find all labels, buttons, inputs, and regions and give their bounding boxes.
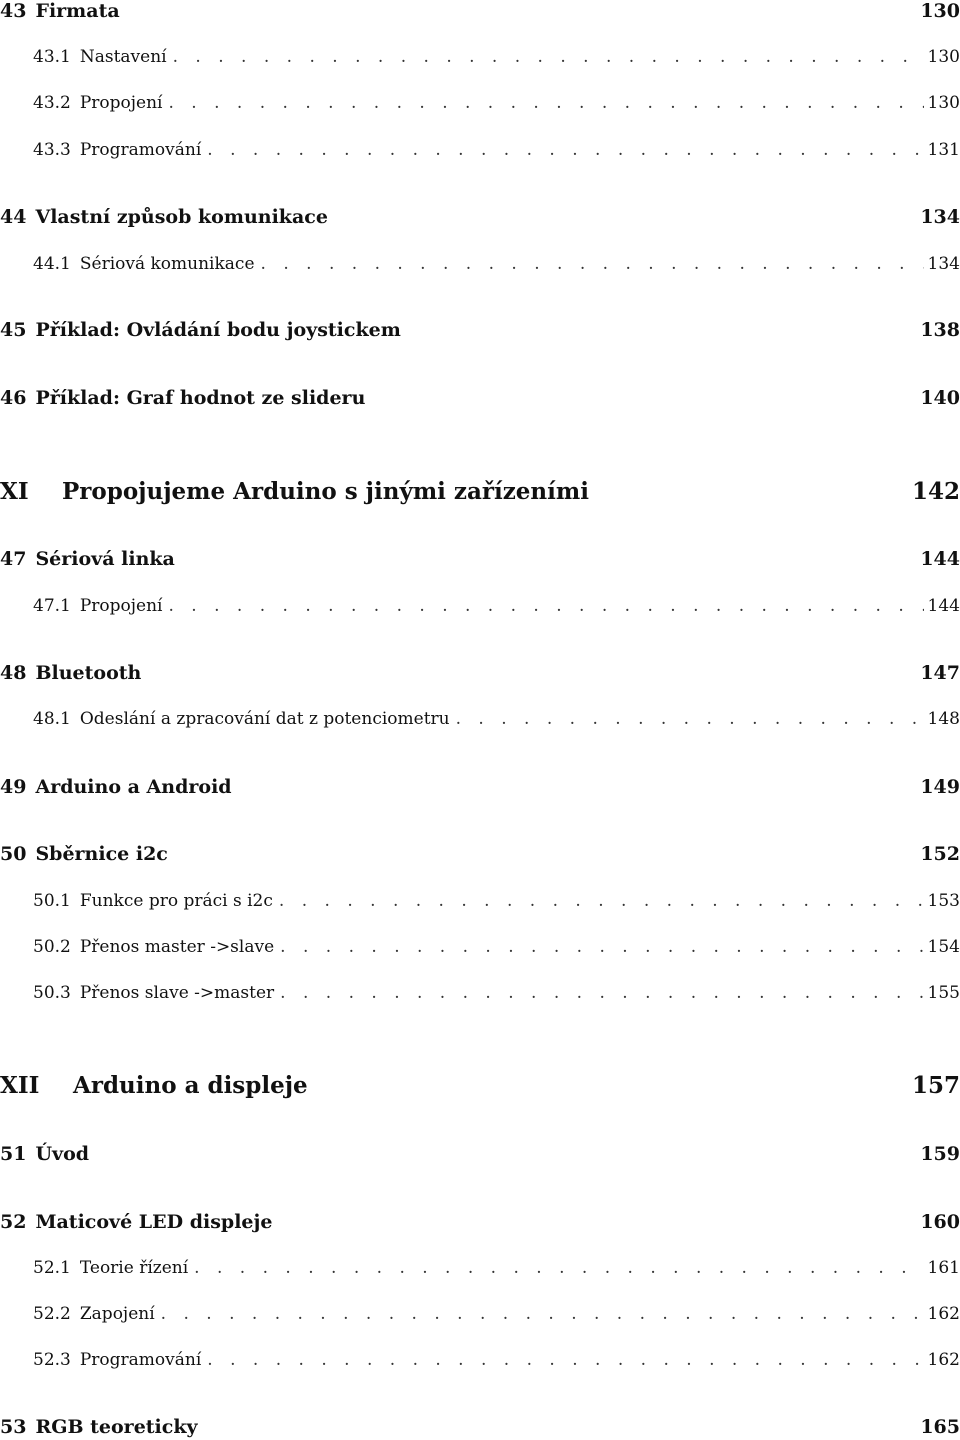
- toc-section-43-2[interactable]: [0, 93, 960, 113]
- dot-leader: [169, 93, 924, 113]
- section-number: 43.3: [33, 140, 71, 160]
- chapter-number: 47: [0, 548, 27, 570]
- page-number: 155: [927, 983, 960, 1003]
- chapter-title: Sběrnice i2c: [35, 843, 168, 865]
- toc-section-43-3[interactable]: [0, 140, 960, 160]
- toc-chapter-46[interactable]: [0, 387, 960, 409]
- page-number: 152: [920, 843, 960, 865]
- chapter-title: Úvod: [35, 1143, 90, 1165]
- part-title: Arduino a displeje: [73, 1072, 308, 1099]
- chapter-title: Vlastní způsob komunikace: [35, 206, 328, 228]
- section-title: Sériová komunikace: [79, 254, 255, 274]
- dot-leader: [261, 254, 924, 274]
- page-number: 130: [927, 47, 960, 67]
- toc-chapter-47[interactable]: [0, 548, 960, 570]
- chapter-number: 49: [0, 776, 27, 798]
- toc-chapter-53[interactable]: [0, 1416, 960, 1438]
- page-number: 144: [920, 548, 960, 570]
- section-title: Přenos slave ->master: [79, 983, 275, 1003]
- toc-chapter-45[interactable]: [0, 319, 960, 341]
- dot-leader: [194, 1258, 923, 1278]
- section-number: 48.1: [33, 709, 71, 729]
- section-title: Propojení: [79, 93, 163, 113]
- section-title: Programování: [79, 140, 202, 160]
- page-number: 130: [920, 0, 960, 22]
- page-number: 160: [920, 1211, 960, 1233]
- page-number: 147: [920, 662, 960, 684]
- chapter-number: 51: [0, 1143, 27, 1165]
- chapter-title: Firmata: [35, 0, 120, 22]
- section-title: Zapojení: [79, 1304, 155, 1324]
- section-title: Propojení: [79, 596, 163, 616]
- chapter-number: 45: [0, 319, 27, 341]
- dot-leader: [280, 937, 923, 957]
- toc-section-52-2[interactable]: [0, 1304, 960, 1324]
- chapter-number: 48: [0, 662, 27, 684]
- page-number: 162: [927, 1304, 960, 1324]
- section-title: Přenos master ->slave: [79, 937, 275, 957]
- section-number: 43.2: [33, 93, 71, 113]
- chapter-title: RGB teoreticky: [35, 1416, 198, 1438]
- chapter-number: 50: [0, 843, 27, 865]
- toc-part-xii[interactable]: [0, 1072, 960, 1099]
- section-number: 44.1: [33, 254, 71, 274]
- dot-leader: [280, 983, 923, 1003]
- part-number: XI: [0, 478, 29, 505]
- section-number: 43.1: [33, 47, 71, 67]
- chapter-number: 53: [0, 1416, 27, 1438]
- page-number: 131: [927, 140, 960, 160]
- page-number: 157: [911, 1072, 960, 1099]
- toc-section-52-1[interactable]: [0, 1258, 960, 1278]
- section-number: 52.3: [33, 1350, 71, 1370]
- page-number: 144: [927, 596, 960, 616]
- toc-section-52-3[interactable]: [0, 1350, 960, 1370]
- chapter-title: Maticové LED displeje: [35, 1211, 273, 1233]
- section-number: 52.1: [33, 1258, 71, 1278]
- section-number: 47.1: [33, 596, 71, 616]
- chapter-title: Arduino a Android: [35, 776, 232, 798]
- part-number: XII: [0, 1072, 40, 1099]
- section-number: 50.2: [33, 937, 71, 957]
- page-number: 149: [920, 776, 960, 798]
- section-title: Programování: [79, 1350, 202, 1370]
- section-number: 50.1: [33, 891, 71, 911]
- chapter-title: Příklad: Ovládání bodu joystickem: [35, 319, 401, 341]
- page-number: 130: [927, 93, 960, 113]
- toc-chapter-50[interactable]: [0, 843, 960, 865]
- chapter-number: 44: [0, 206, 27, 228]
- toc-chapter-48[interactable]: [0, 662, 960, 684]
- page-number: 142: [911, 478, 960, 505]
- page-number: 148: [927, 709, 960, 729]
- chapter-title: Bluetooth: [35, 662, 142, 684]
- toc-section-50-2[interactable]: [0, 937, 960, 957]
- section-title: Odeslání a zpracování dat z potenciometru: [79, 709, 450, 729]
- toc-chapter-43[interactable]: [0, 0, 960, 22]
- chapter-number: 46: [0, 387, 27, 409]
- page-number: 134: [927, 254, 960, 274]
- toc-section-44-1[interactable]: [0, 254, 960, 274]
- dot-leader: [456, 709, 924, 729]
- page-number: 134: [920, 206, 960, 228]
- page-number: 165: [920, 1416, 960, 1438]
- chapter-title: Sériová linka: [35, 548, 175, 570]
- toc-section-43-1[interactable]: [0, 47, 960, 67]
- toc-chapter-51[interactable]: [0, 1143, 960, 1165]
- part-title: Propojujeme Arduino s jinými zařízeními: [62, 478, 589, 505]
- section-number: 50.3: [33, 983, 71, 1003]
- page-number: 140: [920, 387, 960, 409]
- toc-chapter-44[interactable]: [0, 206, 960, 228]
- page-number: 153: [927, 891, 960, 911]
- toc-section-48-1[interactable]: [0, 709, 960, 729]
- dot-leader: [173, 47, 924, 67]
- toc-part-xi[interactable]: [0, 478, 960, 505]
- toc-section-50-3[interactable]: [0, 983, 960, 1003]
- chapter-number: 43: [0, 0, 27, 22]
- toc-chapter-49[interactable]: [0, 776, 960, 798]
- dot-leader: [207, 140, 923, 160]
- section-title: Teorie řízení: [79, 1258, 189, 1278]
- page-number: 162: [927, 1350, 960, 1370]
- toc-section-47-1[interactable]: [0, 596, 960, 616]
- dot-leader: [161, 1304, 924, 1324]
- toc-chapter-52[interactable]: [0, 1211, 960, 1233]
- chapter-number: 52: [0, 1211, 27, 1233]
- page-number: 161: [927, 1258, 960, 1278]
- dot-leader: [279, 891, 924, 911]
- chapter-title: Příklad: Graf hodnot ze slideru: [35, 387, 366, 409]
- section-title: Nastavení: [79, 47, 167, 67]
- section-number: 52.2: [33, 1304, 71, 1324]
- page-number: 138: [920, 319, 960, 341]
- page-number: 159: [920, 1143, 960, 1165]
- page-number: 154: [927, 937, 960, 957]
- section-title: Funkce pro práci s i2c: [79, 891, 273, 911]
- toc-section-50-1[interactable]: [0, 891, 960, 911]
- dot-leader: [207, 1350, 923, 1370]
- dot-leader: [169, 596, 924, 616]
